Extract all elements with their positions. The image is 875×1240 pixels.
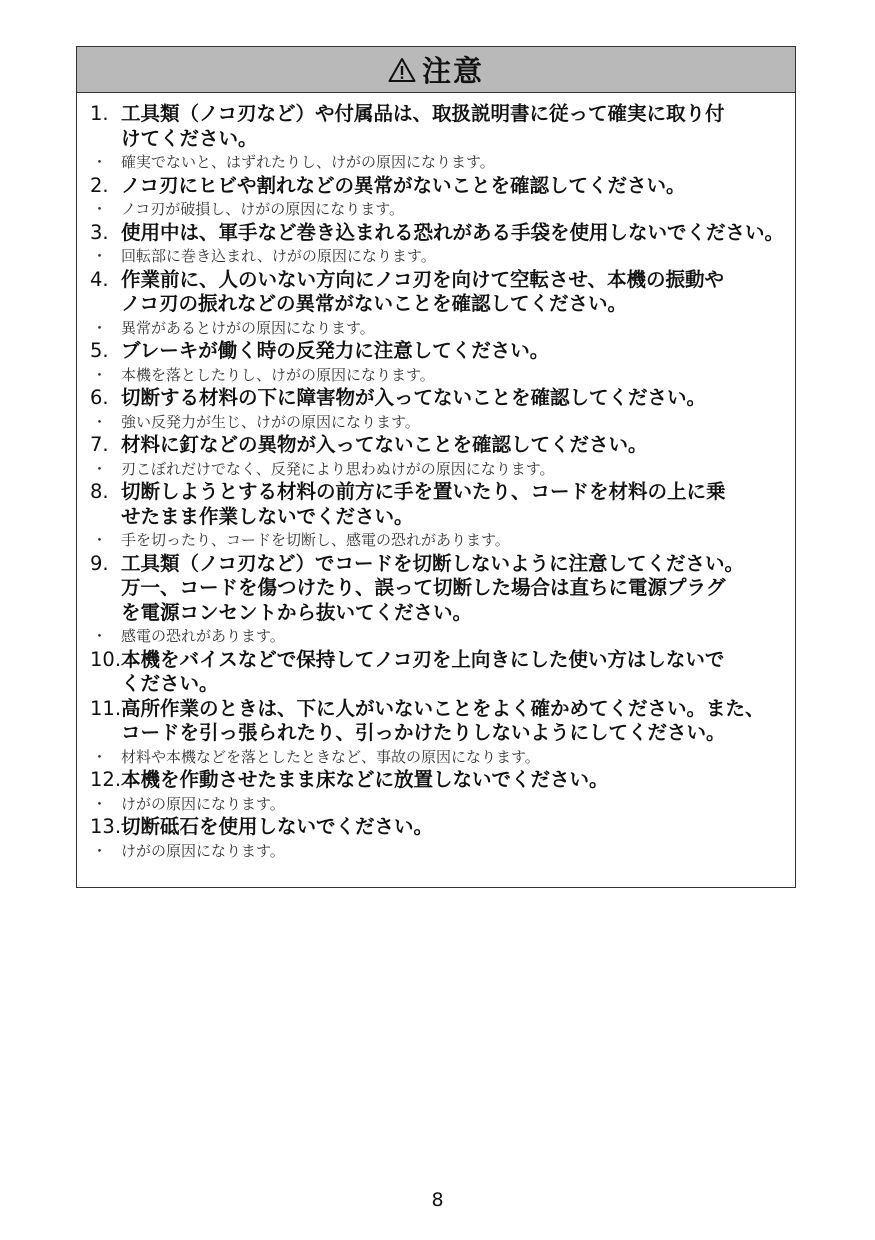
- note-text: 本機を落としたりし、けがの原因になります。: [121, 365, 435, 384]
- item-text: [121, 386, 785, 411]
- caution-item: [90, 815, 785, 840]
- caution-item: [90, 433, 785, 458]
- caution-item: [90, 648, 785, 697]
- item-line: 本機を作動させたまま床などに放置しないでください。: [121, 768, 609, 791]
- caution-item: [90, 768, 785, 793]
- item-line: ノコ刃の振れなどの異常がないことを確認してください。: [121, 292, 628, 315]
- item-line: 高所作業のときは、下に人がいないことをよく確かめてください。また、: [121, 696, 765, 720]
- note-text: 回転部に巻き込まれ、けがの原因になります。: [121, 247, 436, 265]
- bullet-mark: ・: [92, 627, 108, 645]
- caution-item: [90, 480, 785, 529]
- item-note: [90, 793, 785, 816]
- note-text: けがの原因になります。: [121, 841, 285, 860]
- bullet-mark: ・: [92, 365, 108, 384]
- bullet-mark: ・: [92, 531, 108, 549]
- bullet-mark: ・: [92, 841, 108, 860]
- item-number: 12.: [90, 768, 122, 791]
- item-text: [121, 174, 785, 199]
- item-note: [90, 625, 785, 648]
- note-text: けがの原因になります。: [121, 794, 285, 813]
- item-line: を電源コンセントから抜いてください。: [121, 600, 473, 624]
- item-line: 本機をバイスなどで保持してノコ刃を上向きにした使い方はしないで: [121, 647, 725, 671]
- bullet-mark: ・: [92, 459, 108, 478]
- item-line: 切断砥石を使用しないでください。: [121, 815, 434, 838]
- caution-title: 注意: [421, 54, 484, 88]
- item-note: [90, 151, 785, 174]
- bullet-mark: ・: [92, 794, 108, 813]
- item-note: [90, 364, 785, 387]
- item-line: 工具類（ノコ刃など）でコードを切断しないように注意してください。: [121, 551, 745, 575]
- note-text: 刃こぼれだけでなく、反発により思わぬけがの原因になります。: [121, 459, 555, 478]
- caution-item: [90, 174, 785, 199]
- note-text: 強い反発力が生じ、けがの原因になります。: [121, 412, 420, 431]
- item-note: [90, 840, 785, 863]
- item-number: 5.: [90, 339, 109, 362]
- item-number: 8.: [90, 480, 109, 503]
- item-note: [90, 198, 785, 221]
- item-line: 作業前に、人のいない方向にノコ刃を向けて空転させ、本機の振動や: [121, 267, 724, 291]
- item-text: [121, 815, 785, 840]
- item-line: けてください。: [121, 126, 258, 150]
- caution-box: [76, 46, 796, 888]
- bullet-mark: ・: [92, 318, 108, 337]
- item-text: [121, 221, 785, 246]
- item-number: 11.: [90, 696, 122, 720]
- page-number: 8: [431, 1189, 444, 1211]
- item-text: [121, 697, 785, 746]
- bullet-mark: ・: [92, 412, 108, 431]
- caution-item: [90, 268, 785, 317]
- note-text: 異常があるとけがの原因になります。: [121, 318, 375, 337]
- bullet-mark: ・: [92, 247, 108, 265]
- caution-item: [90, 339, 785, 364]
- item-line: 使用中は、軍手など巻き込まれる恐れがある手袋を使用しないでください。: [121, 220, 785, 244]
- item-text: [121, 480, 785, 529]
- item-number: 13.: [90, 815, 122, 838]
- item-number: 10.: [90, 647, 122, 671]
- note-text: 確実でないと、はずれたりし、けがの原因になります。: [121, 153, 495, 171]
- note-text: ノコ刃が破損し、けがの原因になります。: [121, 200, 405, 218]
- item-number: 2.: [90, 173, 109, 197]
- caution-item: [90, 552, 785, 626]
- bullet-mark: ・: [92, 747, 108, 766]
- bullet-mark: ・: [92, 200, 108, 218]
- item-line: ノコ刃にヒビや割れなどの異常がないことを確認してください。: [121, 173, 686, 197]
- caution-item: [90, 221, 785, 246]
- item-text: [121, 433, 785, 458]
- item-line: コードを引っ張られたり、引っかけたりしないようにしてください。: [121, 721, 726, 744]
- item-text: [121, 339, 785, 364]
- item-line: 切断する材料の下に障害物が入ってないことを確認してください。: [121, 386, 707, 409]
- item-text: [121, 268, 785, 317]
- caution-item: [90, 386, 785, 411]
- item-number: 4.: [90, 267, 109, 291]
- item-line: ください。: [121, 672, 219, 695]
- item-text: [121, 648, 785, 697]
- item-note: [90, 746, 785, 769]
- caution-item: [90, 697, 785, 746]
- item-line: 材料に釘などの異物が入ってないことを確認してください。: [121, 433, 648, 456]
- warning-triangle-icon: [388, 57, 416, 83]
- bullet-mark: ・: [92, 153, 108, 171]
- item-number: 1.: [90, 102, 109, 125]
- item-number: 9.: [90, 551, 109, 575]
- item-number: 7.: [90, 433, 109, 456]
- item-number: 6.: [90, 386, 109, 409]
- item-note: [90, 411, 785, 434]
- item-line: せたまま作業しないでください。: [121, 504, 414, 528]
- item-line: ブレーキが働く時の反発力に注意してください。: [121, 339, 550, 362]
- note-text: 感電の恐れがあります。: [121, 627, 285, 645]
- item-note: [90, 458, 785, 481]
- caution-header: [77, 47, 795, 93]
- item-line: 工具類（ノコ刃など）や付属品は、取扱説明書に従って確実に取り付: [121, 102, 725, 125]
- caution-item: [90, 102, 785, 151]
- item-text: [121, 552, 785, 626]
- item-note: [90, 245, 785, 268]
- item-text: [121, 768, 785, 793]
- item-line: 万一、コードを傷つけたり、誤って切断した場合は直ちに電源プラグ: [121, 576, 726, 599]
- item-note: [90, 317, 785, 340]
- note-text: 手を切ったり、コードを切断し、感電の恐れがあります。: [121, 531, 510, 549]
- item-line: 切断しようとする材料の前方に手を置いたり、コードを材料の上に乗: [121, 480, 726, 503]
- item-number: 3.: [90, 220, 109, 244]
- item-text: [121, 102, 785, 151]
- item-note: [90, 529, 785, 552]
- caution-list: [77, 93, 795, 862]
- note-text: 材料や本機などを落としたときなど、事故の原因になります。: [121, 747, 540, 766]
